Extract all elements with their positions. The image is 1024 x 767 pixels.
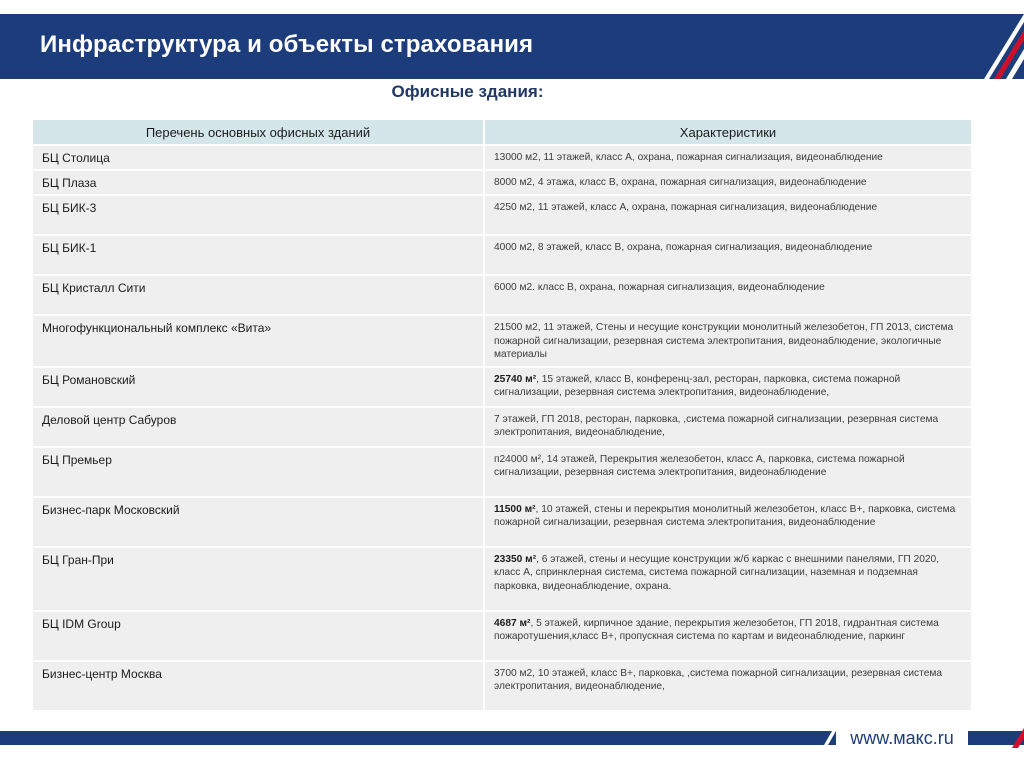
website-link[interactable]: www.макс.ru [836,727,968,749]
table-row [33,662,973,710]
corner-stripes-logo [914,14,1024,79]
building-characteristics [485,408,973,446]
table-row [33,612,973,660]
building-characteristics [485,276,973,314]
characteristics-text: , 10 этажей, стены и перекрытия монолитный железобетон, класс В+, парковка, система пожарной сигнализации, резервная система электропитания, видеонаблюдение [494,503,956,528]
building-name: Многофункциональный комплекс «Вита» [33,316,485,366]
building-characteristics [485,498,973,546]
building-characteristics [485,146,973,169]
table-header-row [33,120,973,144]
characteristics-text: 21500 м2, 11 этажей, Стены и несущие конструкции монолитный железобетон, ГП 2013, система пожарной сигнализации, резервная система электропитания, видеонаблюдение, экологичные материалы [494,322,954,360]
characteristics-text: 8000 м2, 4 этажа, класс В, охрана, пожарная сигнализация, видеонаблюдение [494,177,867,188]
characteristics-text: 7 этажей, ГП 2018, ресторан, парковка, ,система пожарной сигнализации, резервная система электропитания, видеонаблюдение, [494,413,939,438]
section-subtitle: Офисные здания: [391,82,544,101]
table-row [33,408,973,446]
table-row [33,196,973,234]
building-name: БЦ Гран-При [33,548,485,610]
building-characteristics [485,196,973,234]
table-row [33,548,973,610]
page-title: Инфраструктура и объекты страхования [40,31,534,58]
building-name: Деловой центр Сабуров [33,408,485,446]
area-value: 4687 м² [494,617,531,629]
building-characteristics [485,236,973,274]
characteristics-text: 4000 м2, 8 этажей, класс В, охрана, пожарная сигнализация, видеонаблюдение [494,242,873,253]
characteristics-text: 3700 м2, 10 этажей, класс В+, парковка, ,система пожарной сигнализации, резервная система электропитания, видеонаблюдение, [494,667,943,692]
characteristics-text: , 15 этажей, класс В, конференц-зал, ресторан, парковка, система пожарной сигнализации, резервная система электропитания, видеонаблюдение, [494,373,901,398]
building-name: БЦ Романовский [33,368,485,406]
building-name: БЦ Кристалл Сити [33,276,485,314]
building-name: БЦ БИК-1 [33,236,485,274]
building-characteristics [485,548,973,610]
building-characteristics [485,612,973,660]
characteristics-text: 6000 м2. класс В, охрана, пожарная сигнализация, видеонаблюдение [494,282,825,293]
building-name: БЦ Столица [33,146,485,169]
building-characteristics [485,316,973,366]
building-name: БЦ Плаза [33,171,485,194]
building-name: БЦ БИК-3 [33,196,485,234]
table-row [33,171,973,194]
building-name: Бизнес-центр Москва [33,662,485,710]
building-characteristics [485,662,973,710]
column-header-buildings: Перечень основных офисных зданий [33,120,485,144]
characteristics-text: 4250 м2, 11 этажей, класс А, охрана, пожарная сигнализация, видеонаблюдение [494,202,878,213]
table-row [33,316,973,366]
building-characteristics [485,171,973,194]
building-characteristics [485,368,973,406]
building-characteristics [485,448,973,496]
table-row [33,236,973,274]
characteristics-text: , 5 этажей, кирпичное здание, перекрытия железобетон, ГП 2018, гидрантная система пожаротушения,класс В+, пропускная система по картам и видеонаблюдение, паркинг [494,617,939,642]
characteristics-text: 13000 м2, 11 этажей, класс А, охрана, пожарная сигнализация, видеонаблюдение [494,152,883,163]
building-name: Бизнес-парк Московский [33,498,485,546]
characteristics-text: , 6 этажей, стены и несущие конструкции ж/б каркас с внешними панелями, ГП 2020, класс А, спринклерная система, система пожарной сигнализации, наземная и подземная парковка, видеонаблюдение, охрана. [494,553,940,592]
column-header-characteristics: Характеристики [485,120,973,144]
table-row [33,368,973,406]
table-body [33,146,973,710]
table-row [33,276,973,314]
area-value: 11500 м² [494,503,536,515]
characteristics-text: п24000 м², 14 этажей, Перекрытия железобетон, класс А, парковка, система пожарной сигнализации, резервная система электропитания, видеонаблюдение [494,453,905,478]
area-value: 23350 м² [494,553,537,565]
office-buildings-table [33,118,973,712]
building-name: БЦ IDM Group [33,612,485,660]
table-row [33,448,973,496]
area-value: 25740 м² [494,373,537,385]
table-row [33,146,973,169]
table-row [33,498,973,546]
building-name: БЦ Премьер [33,448,485,496]
title-banner [0,14,1024,79]
